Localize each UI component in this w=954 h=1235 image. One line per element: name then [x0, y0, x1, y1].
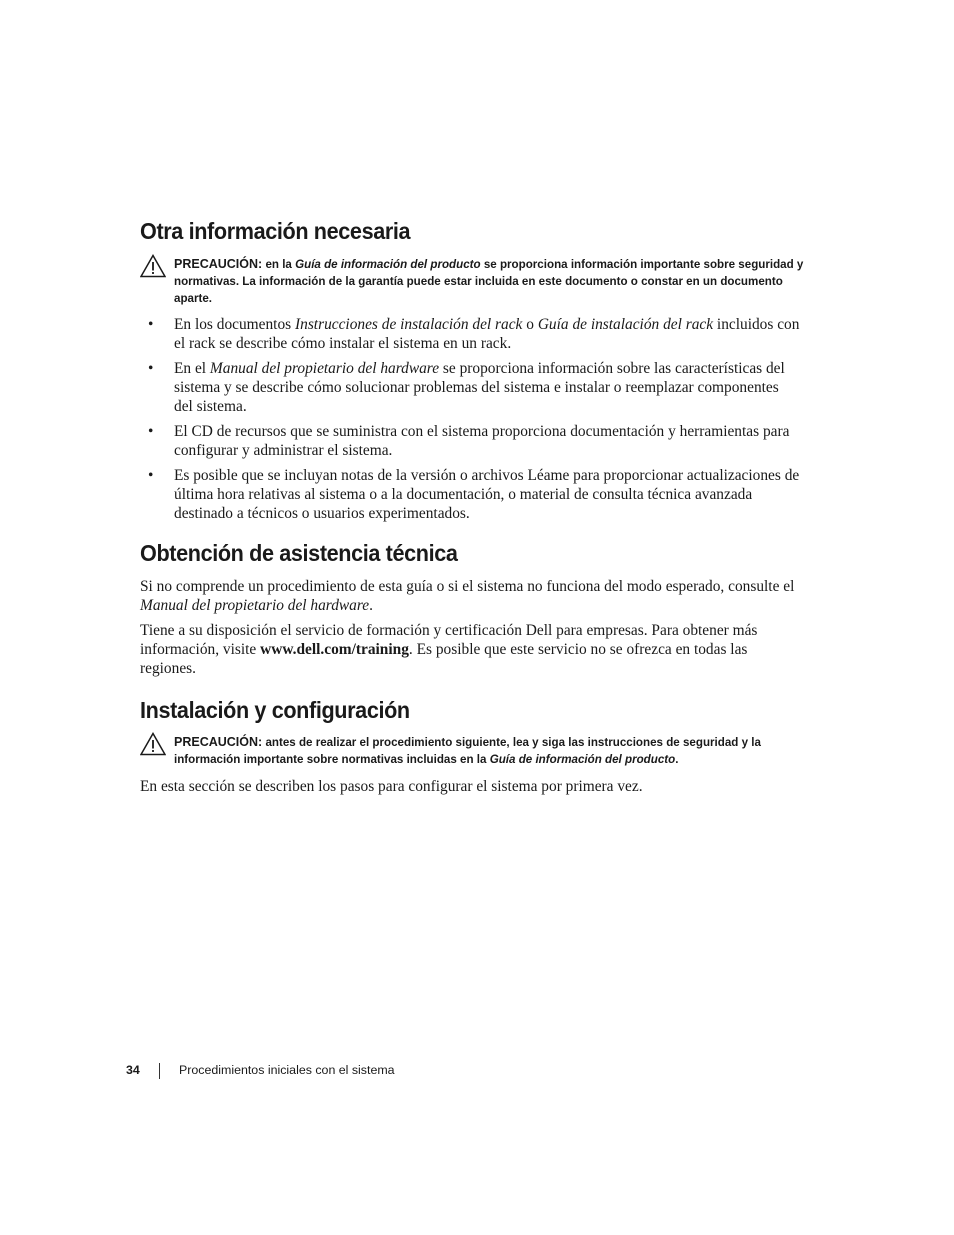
- product-info-guide-title: Guía de información del producto: [295, 258, 481, 271]
- list-item-text: El CD de recursos que se suministra con el sistema proporciona documentación y herramientas para configurar y administrar el sistema.: [174, 423, 790, 459]
- caution-text-end: se proporciona información importante sobre seguridad y normativas. La información de la garantía puede estar incluida en este documento o constar en un documento aparte.: [174, 258, 804, 305]
- hardware-owners-manual-title: Manual del propietario del hardware: [140, 597, 370, 614]
- caution-text: [174, 734, 774, 768]
- bullet-icon: •: [148, 467, 154, 484]
- rack-installation-instructions-title: Instrucciones de instalación del rack: [295, 316, 523, 333]
- list-item-text: En el: [174, 360, 207, 377]
- setup-intro-paragraph: En esta sección se describen los pasos para configurar el sistema por primera vez.: [140, 778, 643, 795]
- training-url-link[interactable]: www.dell.com/training: [260, 641, 409, 658]
- heading-installation-setup: Instalación y configuración: [140, 697, 410, 723]
- training-paragraph: [140, 621, 800, 678]
- bullet-icon: •: [148, 423, 154, 440]
- hardware-owners-manual-title: Manual del propietario del hardware: [209, 360, 440, 377]
- caution-text: [174, 256, 819, 307]
- list-item: [140, 359, 800, 416]
- paragraph-text: . Es posible que este servicio no se ofrezca en todas las regiones.: [140, 641, 748, 677]
- list-item-text: incluidos con el rack se describe cómo instalar el sistema en un rack.: [174, 316, 800, 352]
- caution-text-start: en la: [265, 258, 292, 271]
- support-paragraph: [140, 577, 800, 615]
- paragraph-text: .: [369, 597, 373, 614]
- list-item-text: o: [526, 316, 534, 333]
- list-item-text: Es posible que se incluyan notas de la versión o archivos Léame para proporcionar actualizaciones de última hora relativas al sistema o a la documentación, o material de consulta técnica avanzada destinado a técnicos o usuarios experimentados.: [174, 467, 800, 522]
- caution-text-end: .: [675, 753, 679, 766]
- list-item-text: se proporciona información sobre las características del sistema y se describe cómo solucionar problemas del sistema e instalar o reemplazar componentes del sistema.: [174, 360, 785, 415]
- list-item: [140, 315, 800, 353]
- list-item: [140, 422, 800, 460]
- list-item: [140, 466, 800, 523]
- caution-label: PRECAUCIÓN:: [174, 735, 263, 749]
- paragraph-text: Tiene a su disposición el servicio de formación y certificación Dell para empresas. Para obtener más información, visite: [140, 622, 758, 658]
- warning-triangle-icon: [140, 732, 166, 756]
- footer-divider: [159, 1063, 160, 1079]
- chapter-title: Procedimientos iniciales con el sistema: [179, 1063, 395, 1077]
- list-item-text: En los documentos: [174, 316, 292, 333]
- warning-triangle-icon: [140, 254, 166, 278]
- heading-technical-support: Obtención de asistencia técnica: [140, 540, 458, 566]
- bullet-icon: •: [148, 316, 154, 333]
- rack-installation-guide-title: Guía de instalación del rack: [537, 316, 714, 333]
- paragraph-text: Si no comprende un procedimiento de esta guía o si el sistema no funciona del modo esperado, consulte el: [140, 578, 795, 595]
- bullet-icon: •: [148, 360, 154, 377]
- product-info-guide-title: Guía de información del producto: [489, 753, 676, 766]
- page-number: 34: [126, 1063, 140, 1077]
- caution-text-start: antes de realizar el procedimiento siguiente, lea y siga las instrucciones de seguridad y la información importante sobre normativas incluidas en la: [174, 736, 761, 766]
- heading-other-information: Otra información necesaria: [140, 218, 411, 244]
- documentation-list: [140, 315, 800, 529]
- caution-label: PRECAUCIÓN:: [174, 257, 263, 271]
